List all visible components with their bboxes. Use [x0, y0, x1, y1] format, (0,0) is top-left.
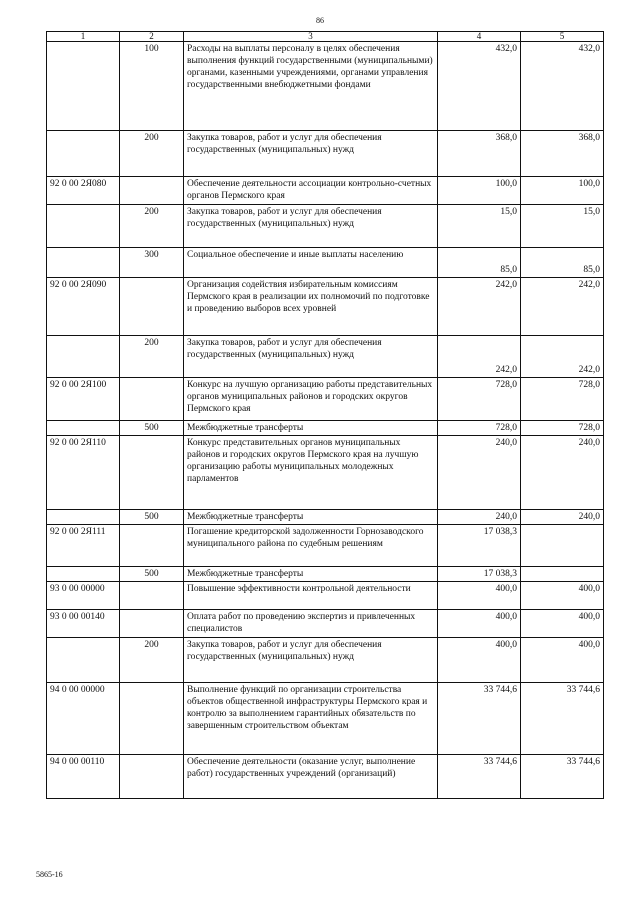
table-row [47, 421, 604, 436]
table-header-row [47, 32, 604, 42]
row-name: Закупка товаров, работ и услуг для обеспечения государственных (муниципальных) нужд [184, 336, 438, 378]
row-value-col5: 728,0 [521, 421, 604, 436]
row-expense-type: 500 [120, 567, 184, 582]
row-code: 93 0 00 00000 [47, 582, 120, 610]
row-name: Выполнение функций по организации строительства объектов общественной инфраструктуры Пермского края и контролю за выполнением гарантийных обязательств по завершенным строительством объектам [184, 683, 438, 755]
row-expense-type [120, 378, 184, 421]
row-name: Погашение кредиторской задолженности Горнозаводского муниципального района по судебным решениям [184, 525, 438, 567]
row-name: Закупка товаров, работ и услуг для обеспечения государственных (муниципальных) нужд [184, 205, 438, 248]
row-code [47, 638, 120, 683]
row-code: 92 0 00 2Я111 [47, 525, 120, 567]
row-value-col4: 432,0 [438, 42, 521, 131]
row-expense-type: 200 [120, 205, 184, 248]
row-expense-type [120, 177, 184, 205]
row-value-col5: 100,0 [521, 177, 604, 205]
row-name: Конкурс представительных органов муниципальных районов и городских округов Пермского края на лучшую организацию работы муниципальных молодежных парламентов [184, 436, 438, 510]
row-value-col4: 17 038,3 [438, 567, 521, 582]
row-value-col4: 240,0 [438, 436, 521, 510]
row-value-col4: 728,0 [438, 378, 521, 421]
row-code [47, 205, 120, 248]
row-value-col5: 85,0 [521, 248, 604, 278]
row-expense-type: 100 [120, 42, 184, 131]
row-value-col5 [521, 525, 604, 567]
row-expense-type: 500 [120, 421, 184, 436]
table-row [47, 683, 604, 755]
row-expense-type: 500 [120, 510, 184, 525]
table-row [47, 525, 604, 567]
table-row [47, 248, 604, 278]
row-value-col5 [521, 567, 604, 582]
row-name: Межбюджетные трансферты [184, 567, 438, 582]
row-expense-type [120, 683, 184, 755]
table-row [47, 755, 604, 799]
row-name: Расходы на выплаты персоналу в целях обеспечения выполнения функций государственными (муниципальными) органами, казенными учреждениями, органами управления государственными внебюджетными фондами [184, 42, 438, 131]
row-code: 93 0 00 00140 [47, 610, 120, 638]
table-row [47, 378, 604, 421]
row-expense-type [120, 755, 184, 799]
row-expense-type [120, 525, 184, 567]
document-code: 5865-16 [36, 870, 63, 879]
row-code: 92 0 00 2Я080 [47, 177, 120, 205]
row-expense-type: 200 [120, 336, 184, 378]
row-value-col5: 33 744,6 [521, 683, 604, 755]
row-value-col4: 33 744,6 [438, 683, 521, 755]
row-name: Организация содействия избирательным комиссиям Пермского края в реализации их полномочий по подготовке и проведению выборов всех уровней [184, 278, 438, 336]
row-code [47, 421, 120, 436]
row-expense-type [120, 436, 184, 510]
row-value-col5: 432,0 [521, 42, 604, 131]
table-row [47, 205, 604, 248]
row-expense-type: 200 [120, 131, 184, 177]
row-name: Оплата работ по проведению экспертиз и привлеченных специалистов [184, 610, 438, 638]
row-name: Обеспечение деятельности (оказание услуг, выполнение работ) государственных учреждений (организаций) [184, 755, 438, 799]
row-value-col4: 85,0 [438, 248, 521, 278]
row-value-col5: 242,0 [521, 336, 604, 378]
row-code [47, 248, 120, 278]
table-row [47, 436, 604, 510]
row-code: 92 0 00 2Я090 [47, 278, 120, 336]
row-name: Обеспечение деятельности ассоциации контрольно-счетных органов Пермского края [184, 177, 438, 205]
table-row [47, 638, 604, 683]
row-value-col4: 242,0 [438, 336, 521, 378]
row-code [47, 336, 120, 378]
table-row [47, 567, 604, 582]
table-row [47, 582, 604, 610]
table-row [47, 278, 604, 336]
row-name: Социальное обеспечение и иные выплаты населению [184, 248, 438, 278]
row-value-col5: 400,0 [521, 610, 604, 638]
row-code [47, 567, 120, 582]
table-row [47, 131, 604, 177]
row-value-col5: 728,0 [521, 378, 604, 421]
row-code [47, 131, 120, 177]
table-row [47, 177, 604, 205]
row-value-col4: 15,0 [438, 205, 521, 248]
page-number: 86 [316, 16, 324, 25]
row-expense-type [120, 610, 184, 638]
column-header-5: 5 [521, 32, 604, 42]
row-value-col5: 33 744,6 [521, 755, 604, 799]
column-header-1: 1 [47, 32, 120, 42]
row-name: Межбюджетные трансферты [184, 510, 438, 525]
row-expense-type [120, 582, 184, 610]
row-expense-type: 300 [120, 248, 184, 278]
row-name: Конкурс на лучшую организацию работы представительных органов муниципальных районов и городских округов Пермского края [184, 378, 438, 421]
row-value-col5: 240,0 [521, 510, 604, 525]
row-value-col4: 100,0 [438, 177, 521, 205]
row-value-col5: 15,0 [521, 205, 604, 248]
row-name: Межбюджетные трансферты [184, 421, 438, 436]
column-header-4: 4 [438, 32, 521, 42]
row-value-col5: 240,0 [521, 436, 604, 510]
row-code: 92 0 00 2Я100 [47, 378, 120, 421]
row-name: Повышение эффективности контрольной деятельности [184, 582, 438, 610]
row-code: 94 0 00 00000 [47, 683, 120, 755]
row-value-col5: 400,0 [521, 638, 604, 683]
row-value-col4: 368,0 [438, 131, 521, 177]
table-row [47, 336, 604, 378]
table-row [47, 510, 604, 525]
row-code: 94 0 00 00110 [47, 755, 120, 799]
table-row [47, 42, 604, 131]
row-value-col4: 400,0 [438, 610, 521, 638]
row-value-col4: 242,0 [438, 278, 521, 336]
row-value-col4: 728,0 [438, 421, 521, 436]
row-value-col4: 17 038,3 [438, 525, 521, 567]
row-value-col5: 400,0 [521, 582, 604, 610]
row-value-col4: 400,0 [438, 582, 521, 610]
row-expense-type: 200 [120, 638, 184, 683]
row-value-col4: 240,0 [438, 510, 521, 525]
row-expense-type [120, 278, 184, 336]
row-value-col5: 242,0 [521, 278, 604, 336]
row-value-col4: 33 744,6 [438, 755, 521, 799]
row-name: Закупка товаров, работ и услуг для обеспечения государственных (муниципальных) нужд [184, 638, 438, 683]
budget-table [46, 31, 604, 799]
column-header-3: 3 [184, 32, 438, 42]
table-row [47, 610, 604, 638]
row-code [47, 42, 120, 131]
row-code [47, 510, 120, 525]
column-header-2: 2 [120, 32, 184, 42]
row-name: Закупка товаров, работ и услуг для обеспечения государственных (муниципальных) нужд [184, 131, 438, 177]
row-value-col4: 400,0 [438, 638, 521, 683]
row-code: 92 0 00 2Я110 [47, 436, 120, 510]
row-value-col5: 368,0 [521, 131, 604, 177]
